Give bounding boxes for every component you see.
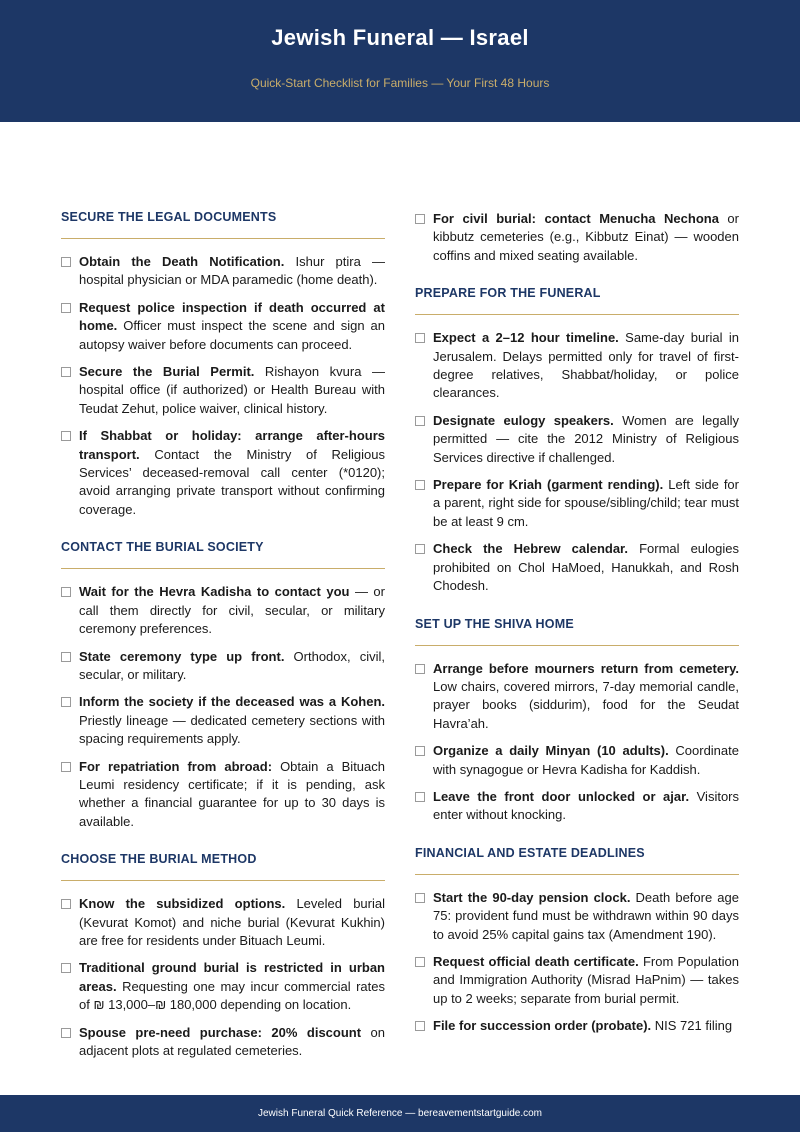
checklist-item [415, 742, 739, 779]
checklist-item [415, 1017, 739, 1035]
section-title-financial-and-estate-deadlines: FINANCIAL AND ESTATE DEADLINES [415, 845, 645, 860]
page-footer [0, 1095, 800, 1132]
section-divider [61, 568, 385, 569]
checklist-item [61, 1024, 385, 1061]
section-title-set-up-the-shiva-home: SET UP THE SHIVA HOME [415, 616, 574, 631]
checkbox[interactable] [415, 792, 425, 802]
checklist-item [61, 299, 385, 354]
item-heading: Leave the front door unlocked or ajar. [433, 788, 690, 804]
item-description: Women are legally permitted — cite the 2012 Ministry of Religious Services directive if challenged. [433, 412, 739, 465]
section-title-contact-the-burial-society: CONTACT THE BURIAL SOCIETY [61, 540, 264, 555]
checklist-item [415, 329, 739, 403]
right-column [415, 210, 739, 1045]
section-spacer [415, 834, 739, 846]
checklist-item [61, 693, 385, 748]
checkbox[interactable] [415, 416, 425, 426]
item-description: Officer must inspect the scene and sign an autopsy waiver before documents can proceed. [79, 318, 385, 352]
checklist-item [61, 895, 385, 950]
item-description: Low chairs, covered mirrors, 7-day memorial candle, prayer books (siddurim), food for the Seudat Havra’ah. [433, 678, 739, 731]
item-description: Visitors enter without knocking. [433, 788, 740, 823]
item-description: Requesting one may incur commercial rates of ₪ 13,000–₪ 180,000 depending on location. [79, 978, 385, 1013]
checklist-item [415, 788, 739, 825]
item-description: — or call them directly for civil, secular, or military ceremony preferences. [79, 584, 385, 637]
checklist-item [61, 363, 385, 418]
checkbox[interactable] [61, 652, 71, 662]
item-heading: Obtain the Death Notification. [79, 254, 285, 269]
item-heading: Prepare for Kriah (garment rending). [433, 477, 664, 493]
checklist-item [415, 660, 739, 734]
section-divider [415, 314, 739, 315]
section-title-secure-the-legal-documents: SECURE THE LEGAL DOCUMENTS [61, 210, 277, 224]
item-heading: Secure the Burial Permit. [79, 364, 255, 380]
section-title-choose-the-burial-method: CHOOSE THE BURIAL METHOD [61, 852, 257, 867]
checklist-item [415, 540, 739, 595]
item-heading: State ceremony type up front. [79, 648, 285, 664]
item-heading: Check the Hebrew calendar. [433, 541, 629, 557]
section-spacer [415, 274, 739, 286]
item-heading: File for succession order (probate). [433, 1018, 652, 1034]
item-description: Contact the Ministry of Religious Services’ deceased-removal call center (*0120); avoid arranging private transport without confirming coverage. [79, 446, 385, 517]
item-heading: Request official death certificate. [433, 953, 639, 969]
checkbox[interactable] [415, 333, 425, 343]
item-heading: Know the subsidized options. [79, 896, 286, 912]
checklist-item [415, 412, 739, 467]
checklist-item [415, 953, 739, 1008]
item-heading: For civil burial: contact Menucha Nechona [433, 211, 719, 226]
item-heading: Start the 90-day pension clock. [433, 889, 631, 905]
section-divider [61, 880, 385, 881]
page-title: Jewish Funeral — Israel [271, 25, 529, 50]
item-description: From Population and Immigration Authority (Misrad HaPnim) — takes up to 2 weeks; separate from burial permit. [433, 953, 739, 1006]
checkbox[interactable] [415, 214, 425, 224]
checkbox[interactable] [61, 367, 71, 377]
checkbox[interactable] [61, 762, 71, 772]
checklist-item [61, 583, 385, 638]
left-column [61, 210, 385, 1069]
checkbox[interactable] [61, 303, 71, 313]
checkbox[interactable] [415, 746, 425, 756]
section-divider [61, 238, 385, 239]
checkbox[interactable] [415, 893, 425, 903]
checkbox[interactable] [415, 664, 425, 674]
checklist-item [415, 476, 739, 531]
item-description: Death before age 75: provident fund must be withdrawn within 90 days to avoid 25% capital gains tax (Amendment 190). [433, 889, 740, 942]
section-divider [415, 645, 739, 646]
item-heading: Wait for the Hevra Kadisha to contact you [79, 584, 350, 600]
checklist-item [61, 959, 385, 1014]
section-spacer [61, 528, 385, 540]
section-title-prepare-for-the-funeral: PREPARE FOR THE FUNERAL [415, 286, 601, 301]
checkbox[interactable] [61, 963, 71, 973]
item-description: Left side for a parent, right side for spouse/sibling/child; tear must be at least 9 cm. [433, 477, 739, 529]
checklist-item [61, 648, 385, 685]
item-description: Orthodox, civil, secular, or military. [79, 648, 385, 682]
section-spacer [61, 840, 385, 852]
checkbox[interactable] [61, 1028, 71, 1038]
checkbox[interactable] [61, 431, 71, 441]
item-description: Ishur ptira — hospital physician or MDA paramedic (home death). [79, 254, 385, 288]
section-spacer [415, 605, 739, 617]
section-divider [415, 874, 739, 875]
item-description: Same-day burial in Jerusalem. Delays permitted only for travel of first-degree relatives, Shabbat/holiday, or police clearances. [433, 330, 739, 401]
checkbox[interactable] [415, 480, 425, 490]
item-description: or kibbutz cemeteries (e.g., Kibbutz Einat) — wooden coffins and mixed seating available. [433, 211, 739, 263]
page-header [0, 0, 800, 122]
checklist-item [61, 758, 385, 832]
item-description: Priestly lineage — dedicated cemetery sections with spacing requirements apply. [79, 712, 385, 747]
item-description: Obtain a Bituach Leumi residency certificate; if it is pending, ask whether a financial guarantee for up to 30 days is available. [79, 758, 385, 829]
item-description: Coordinate with synagogue or Hevra Kadisha for Kaddish. [433, 743, 739, 777]
checklist-item [415, 210, 739, 265]
page-subtitle: Quick-Start Checklist for Families — Your First 48 Hours [250, 76, 550, 90]
checkbox[interactable] [415, 1021, 425, 1031]
checkbox[interactable] [61, 697, 71, 707]
item-description: Leveled burial (Kevurat Komot) and niche burial (Kevurat Kukhin) are free for residents under Bituach Leumi. [79, 896, 385, 948]
item-description: NIS 721 filing [651, 1018, 733, 1034]
footer-text: Jewish Funeral Quick Reference — bereavementstartguide.com [257, 1108, 543, 1119]
item-heading: Request police inspection if death occurred at home. [79, 299, 385, 334]
item-heading: Expect a 2–12 hour timeline. [433, 330, 619, 346]
item-heading: Organize a daily Minyan (10 adults). [433, 743, 669, 759]
item-heading: Inform the society if the deceased was a Kohen. [79, 694, 385, 710]
item-heading: Spouse pre-need purchase: 20% discount [79, 1024, 362, 1040]
checkbox[interactable] [61, 257, 71, 267]
checklist-item [61, 427, 385, 519]
checkbox[interactable] [61, 587, 71, 597]
item-heading: Arrange before mourners return from cemetery. [433, 660, 739, 676]
item-description: on adjacent plots at regulated cemeteries. [79, 1024, 385, 1058]
item-heading: For repatriation from abroad: [79, 758, 273, 774]
checklist-item [415, 889, 739, 944]
checklist-item [61, 253, 385, 290]
item-description: Rishayon kvura — hospital office (if authorized) or Health Bureau with Teudat Zehut, police waiver, clinical history. [79, 364, 385, 416]
item-heading: Traditional ground burial is restricted in urban areas. [79, 960, 385, 994]
item-description: Formal eulogies prohibited on Chol HaMoed, Hanukkah, and Rosh Chodesh. [433, 541, 739, 594]
checkbox[interactable] [61, 899, 71, 909]
item-heading: Designate eulogy speakers. [433, 412, 614, 428]
checkbox[interactable] [415, 544, 425, 554]
item-heading: If Shabbat or holiday: arrange after-hours transport. [79, 428, 385, 462]
checkbox[interactable] [415, 957, 425, 967]
